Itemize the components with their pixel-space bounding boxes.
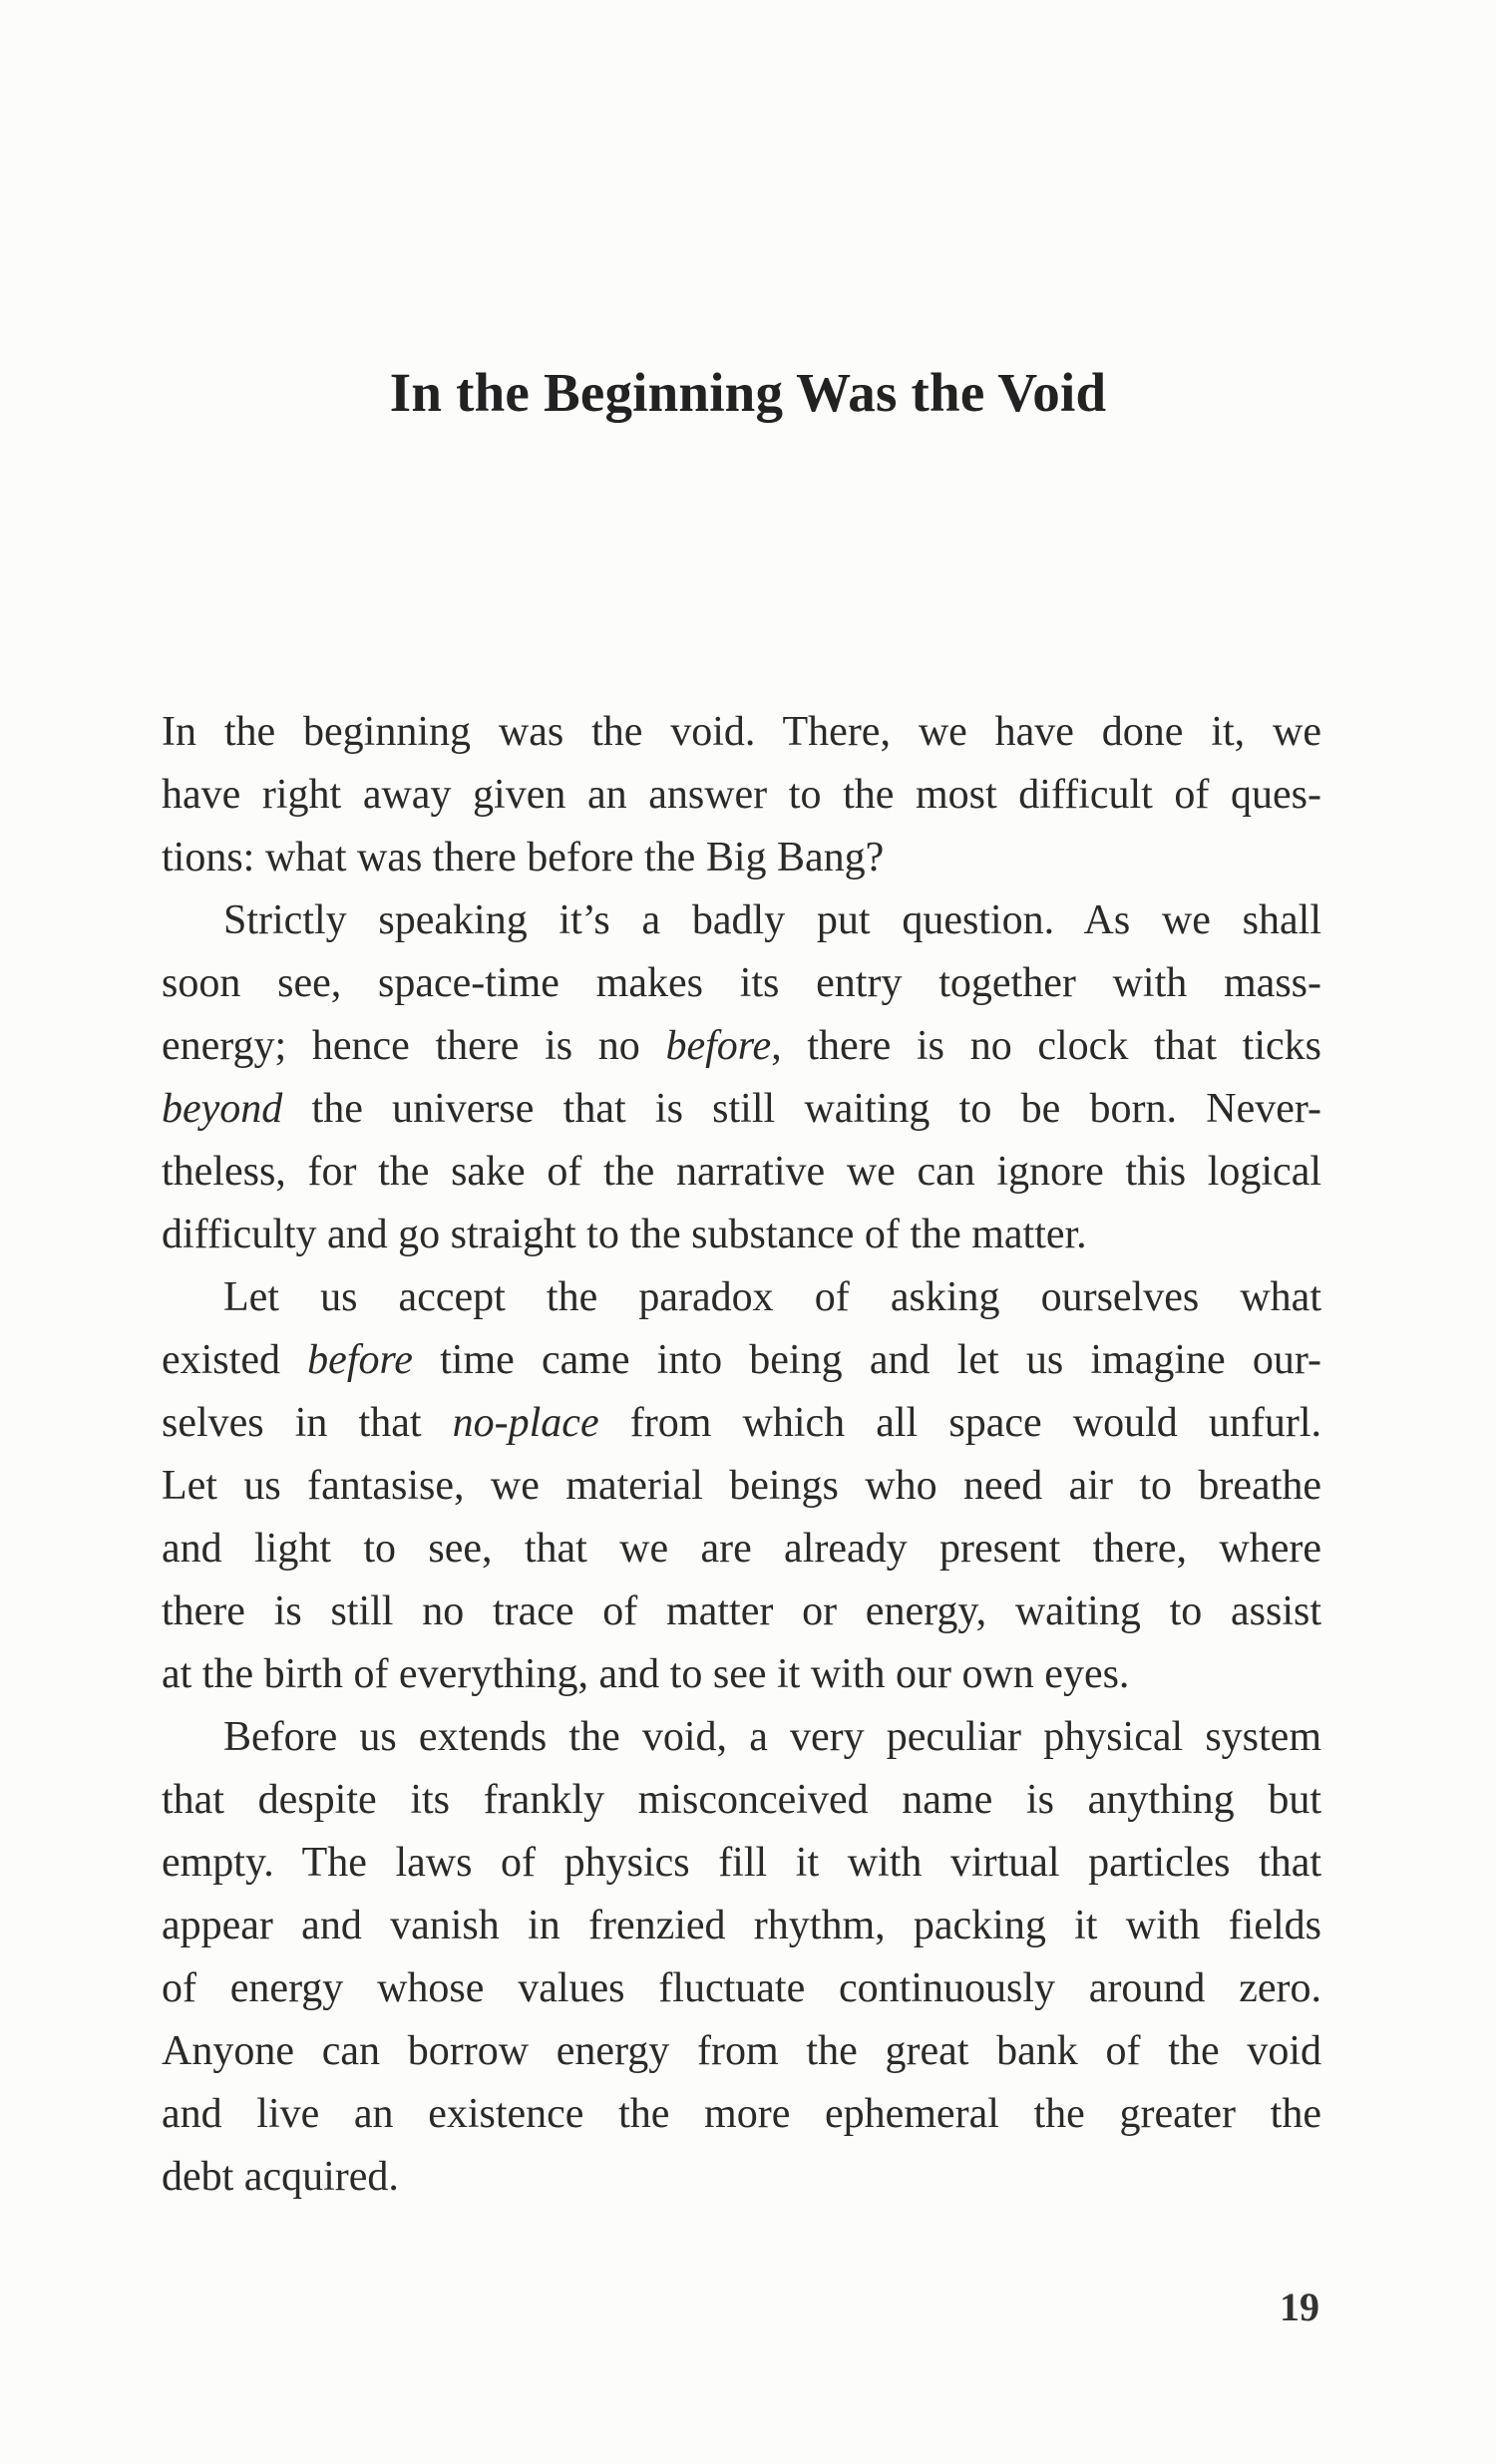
- emphasis: no-place: [452, 1400, 599, 1446]
- chapter-title: In the Beginning Was the Void: [389, 362, 1107, 423]
- emphasis: beyond: [162, 1086, 283, 1132]
- text-line: Anyone can borrow energy from the great bank of the void: [162, 2028, 1321, 2074]
- text-line: selves in that no-place from which all space would unfurl.: [162, 1400, 1321, 1446]
- text-line: empty. The laws of physics fill it with virtual particles that: [162, 1840, 1321, 1886]
- text-line: soon see, space-time makes its entry together with mass-: [162, 960, 1321, 1006]
- text-line: Before us extends the void, a very peculiar physical system: [223, 1714, 1321, 1760]
- text-line: difficulty and go straight to the substance of the matter.: [162, 1212, 1087, 1257]
- emphasis: before: [307, 1337, 413, 1383]
- text-line: there is still no trace of matter or energy, waiting to assist: [162, 1588, 1321, 1634]
- text-line: existed before time came into being and let us imagine our-: [162, 1337, 1321, 1383]
- text-line: theless, for the sake of the narrative we can ignore this logical: [162, 1149, 1321, 1195]
- emphasis: before: [665, 1023, 772, 1069]
- text-line: Let us accept the paradox of asking ourselves what: [223, 1274, 1321, 1320]
- text-line: Strictly speaking it’s a badly put question. As we shall: [223, 897, 1321, 943]
- text-line: and light to see, that we are already present there, where: [162, 1526, 1321, 1572]
- page-number: 19: [1280, 2285, 1319, 2329]
- text-line: energy; hence there is no before, there is no clock that ticks: [162, 1023, 1321, 1069]
- text-line: that despite its frankly misconceived name is anything but: [162, 1777, 1321, 1823]
- text-line: Let us fantasise, we material beings who need air to breathe: [162, 1463, 1321, 1509]
- text-line: In the beginning was the void. There, we have done it, we: [162, 709, 1321, 755]
- text-line: debt acquired.: [162, 2154, 399, 2200]
- text-line: of energy whose values fluctuate continuously around zero.: [162, 1965, 1321, 2011]
- text-line: and live an existence the more ephemeral the greater the: [162, 2091, 1321, 2137]
- text-line: at the birth of everything, and to see it with our own eyes.: [162, 1651, 1130, 1697]
- text-line: tions: what was there before the Big Bang?: [162, 835, 885, 880]
- text-line: have right away given an answer to the most difficult of ques-: [162, 772, 1321, 818]
- body-text: [162, 701, 1321, 2209]
- text-line: appear and vanish in frenzied rhythm, packing it with fields: [162, 1903, 1321, 1948]
- text-line: beyond the universe that is still waiting to be born. Never-: [162, 1086, 1321, 1132]
